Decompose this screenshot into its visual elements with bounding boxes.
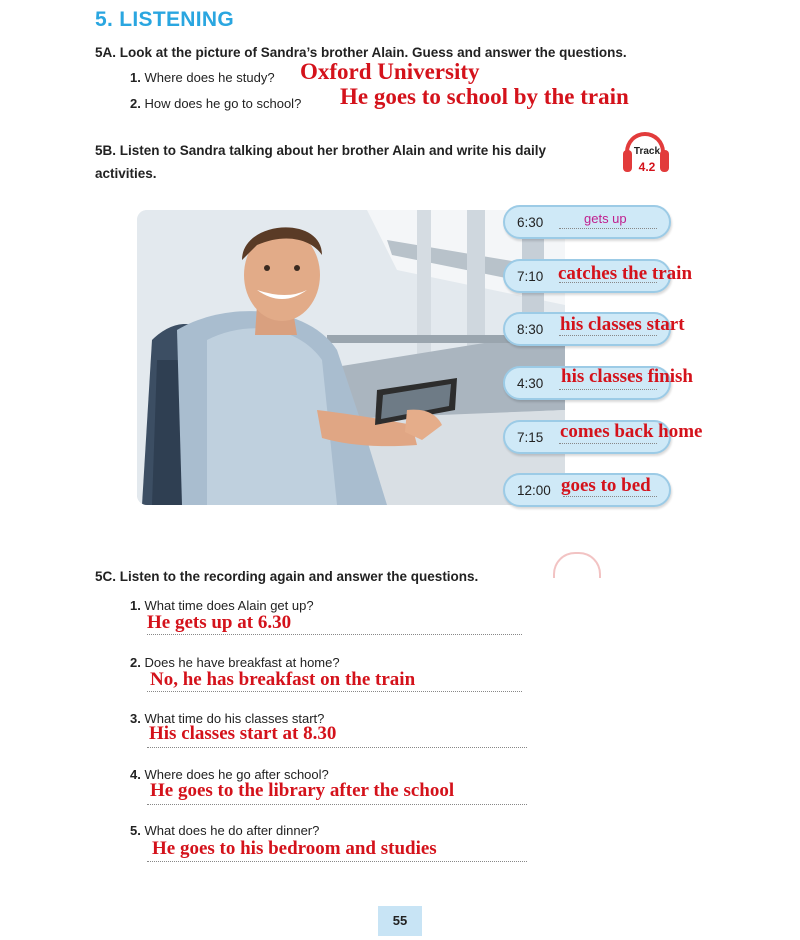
instruction-5c: 5C. Listen to the recording again and answer the questions. [95, 569, 479, 584]
schedule-activity: his classes finish [561, 366, 693, 387]
answer-5c-5: He goes to his bedroom and studies [152, 838, 437, 859]
question-number: 1. [130, 70, 141, 85]
question-number: 1. [130, 598, 141, 613]
question-5a-1 [130, 70, 275, 85]
question-text: What time do his classes start? [144, 711, 325, 726]
track-badge [623, 132, 669, 178]
schedule-activity: comes back home [560, 421, 703, 442]
schedule-row [503, 205, 671, 239]
alain-photo [137, 210, 565, 505]
schedule-time: 12:00 [517, 483, 551, 498]
track-label: Track [633, 146, 661, 157]
section-heading: 5. LISTENING [95, 8, 234, 31]
question-number: 2. [130, 96, 141, 111]
question-5c-5 [130, 823, 319, 838]
schedule-activity: his classes start [560, 314, 685, 335]
question-text: Where does he go after school? [144, 767, 329, 782]
answer-line [147, 747, 527, 748]
schedule-activity: gets up [584, 211, 627, 226]
page-number: 55 [378, 906, 422, 936]
answer-line [147, 804, 527, 805]
answer-line [147, 861, 527, 862]
question-text: How does he go to school? [144, 96, 302, 111]
answer-line [147, 691, 522, 692]
instruction-5b-line2: activities. [95, 166, 157, 181]
schedule-activity: catches the train [558, 263, 693, 284]
answer-line [147, 634, 522, 635]
headphones-icon [553, 552, 601, 578]
answer-5c-3: His classes start at 8.30 [149, 723, 337, 744]
answer-5c-1: He gets up at 6.30 [147, 612, 292, 633]
instruction-5a: 5A. Look at the picture of Sandra’s brother Alain. Guess and answer the questions. [95, 45, 627, 60]
question-number: 4. [130, 767, 141, 782]
schedule-time: 4:30 [517, 376, 544, 391]
question-number: 5. [130, 823, 141, 838]
instruction-5b-line1: 5B. Listen to Sandra talking about her brother Alain and write his daily [95, 143, 547, 158]
question-text: What does he do after dinner? [144, 823, 320, 838]
schedule-time: 8:30 [517, 322, 544, 337]
question-number: 2. [130, 655, 141, 670]
schedule-activity: goes to bed [561, 475, 651, 496]
schedule-time: 7:10 [517, 269, 544, 284]
answer-5a-1: Oxford University [300, 59, 480, 84]
question-5a-2 [130, 96, 301, 111]
track-number: 4.2 [638, 160, 656, 174]
question-5c-1 [130, 598, 314, 613]
answer-5a-2: He goes to school by the train [340, 84, 629, 109]
question-text: Does he have breakfast at home? [144, 655, 340, 670]
answer-5c-4: He goes to the library after the school [150, 780, 455, 801]
question-number: 3. [130, 711, 141, 726]
answer-5c-2: No, he has breakfast on the train [150, 669, 416, 690]
question-text: What time does Alain get up? [144, 598, 314, 613]
schedule-time: 7:15 [517, 430, 544, 445]
station-scene-image [137, 210, 565, 505]
question-5c-2 [130, 655, 340, 670]
schedule-time: 6:30 [517, 215, 544, 230]
question-text: Where does he study? [144, 70, 275, 85]
